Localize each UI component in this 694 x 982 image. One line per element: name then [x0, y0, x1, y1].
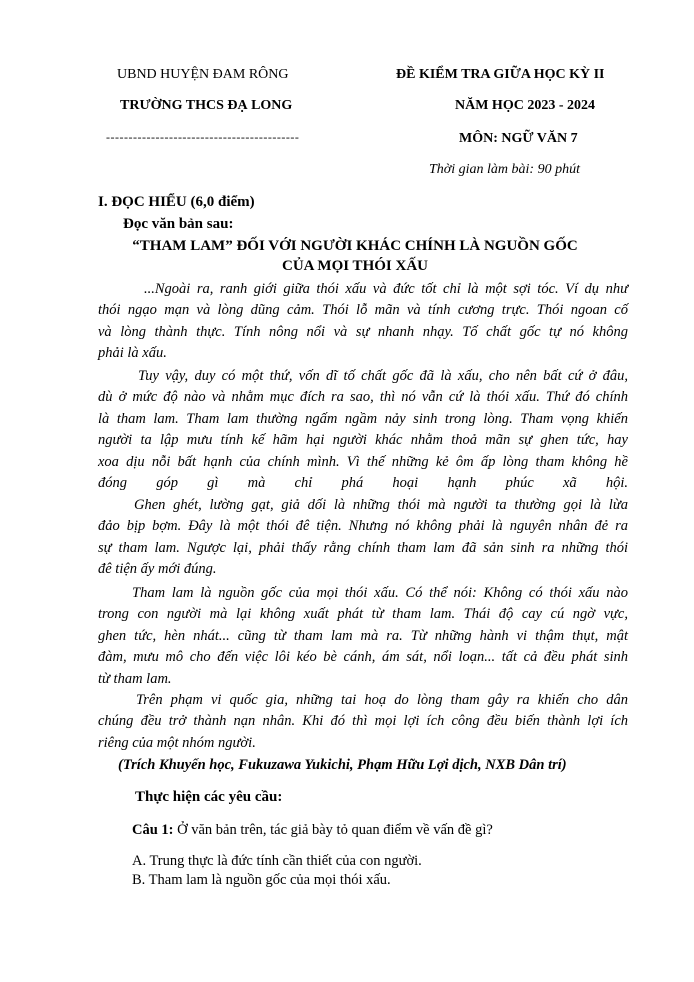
passage-line: chúng đều trở thành nạn nhân. Khi đó thì mọi lợi ích công đều biến thành lợi ích	[98, 713, 628, 730]
passage-line: xoa dịu nỗi bất hạnh của chính mình. Vì thế những kẻ ôm ấp lòng tham không hề	[98, 453, 628, 470]
passage-line: người ta lập mưu tính kế hãm hại người khác nhằm thoả mãn sự ghen tức, hay	[98, 432, 628, 449]
question-1-text: Ở văn bản trên, tác giả bày tỏ quan điểm về vấn đề gì?	[177, 822, 493, 838]
passage-title-line-2: CỦA MỌI THÓI XẤU	[282, 258, 428, 274]
passage-line: đóng góp gì mà chỉ phá hoại hạnh phúc xã hội.	[98, 475, 628, 492]
passage-line: ...Ngoài ra, ranh giới giữa thói xấu và đức tốt chỉ là một sợi tóc. Ví dụ như	[144, 281, 628, 297]
passage-line: Ghen ghét, lường gạt, giả dối là những thói mà người ta thường gọi là lừa	[134, 497, 628, 513]
passage-line: đàm, mưu mô cho đến việc lôi kéo bè cánh, ám sát, nổi loạn... tất cả đều phát sinh	[98, 649, 628, 666]
section-instruction: Đọc văn bản sau:	[123, 216, 234, 232]
school-name: TRƯỜNG THCS ĐẠ LONG	[120, 98, 293, 113]
passage-line: thói ngạo mạn và lòng dũng cảm. Thói lỗ mãn và tính cương trực. Thói ngoan cố	[98, 302, 628, 319]
passage-paragraph-3	[98, 495, 628, 581]
passage-line: phải là xấu.	[98, 345, 167, 362]
question-1-option-a: A. Trung thực là đức tính cần thiết của con người.	[132, 853, 422, 869]
passage-line: ghen tức, hèn nhát... cũng từ tham lam mà ra. Từ những hành vi thậm thụt, mật	[98, 627, 628, 644]
tasks-heading: Thực hiện các yêu cầu:	[135, 789, 283, 805]
passage-line: trong con người mà lại không xuất phát từ tham lam. Thái độ cay cú ngờ vực,	[98, 606, 628, 623]
exam-title: ĐỀ KIỂM TRA GIỮA HỌC KỲ II	[396, 67, 605, 82]
question-1	[132, 822, 493, 839]
passage-line: Tham lam là nguồn gốc của mọi thói xấu. Có thể nói: Không có thói xấu nào	[132, 585, 628, 601]
passage-citation: (Trích Khuyến học, Fukuzawa Yukichi, Phạm Hữu Lợi dịch, NXB Dân trí)	[118, 757, 567, 773]
school-year: NĂM HỌC 2023 - 2024	[455, 98, 595, 113]
passage-line: đảo bịp bợm. Đây là một thói đê tiện. Nhưng nó không phải là nguyên nhân đẻ ra	[98, 518, 628, 535]
passage-line: riêng của một nhóm người.	[98, 734, 256, 751]
passage-line: Trên phạm vi quốc gia, những tai hoạ do lòng tham gây ra khiến cho dân	[136, 692, 628, 708]
passage-line: đê tiện ấy mới đúng.	[98, 561, 217, 578]
passage-line: Tuy vậy, duy có một thứ, vốn dĩ tố chất gốc đã là xấu, cho nên bất cứ ở đâu,	[138, 368, 628, 384]
passage-title-line-1: “THAM LAM” ĐỐI VỚI NGƯỜI KHÁC CHÍNH LÀ NGUỒN GỐC	[132, 238, 578, 254]
passage-line: là tham lam. Tham lam thường ngấm ngầm nảy sinh trong lòng. Tham vọng khiến	[98, 410, 628, 427]
district-name: UBND HUYỆN ĐAM RÔNG	[117, 67, 289, 82]
exam-duration: Thời gian làm bài: 90 phút	[429, 162, 580, 177]
passage-paragraph-4	[98, 583, 628, 690]
passage-paragraph-1	[98, 279, 628, 365]
passage-line: dù ở mức độ nào và nhằm mục đích ra sao, thì nó vẫn cứ là thói xấu. Thứ đó chính	[98, 389, 628, 406]
subject: MÔN: NGỮ VĂN 7	[459, 131, 578, 146]
section-heading: I. ĐỌC HIỂU (6,0 điểm)	[98, 194, 255, 210]
question-1-option-b: B. Tham lam là nguồn gốc của mọi thói xấu.	[132, 872, 391, 888]
passage-paragraph-2	[98, 366, 628, 494]
passage-line: và lòng thành thực. Tính nông nổi và sự nhanh nhạy. Tố chất gốc tự nó không	[98, 323, 628, 340]
passage-line: sự tham lam. Ngược lại, phải thấy rằng chính tham lam đã sản sinh ra những thói	[98, 539, 628, 556]
passage-paragraph-5	[98, 690, 628, 754]
question-1-label: Câu 1:	[132, 822, 174, 838]
passage-line: từ tham lam.	[98, 670, 172, 687]
passage-title	[90, 236, 620, 276]
header-divider: -------------------------------------------	[106, 130, 300, 144]
